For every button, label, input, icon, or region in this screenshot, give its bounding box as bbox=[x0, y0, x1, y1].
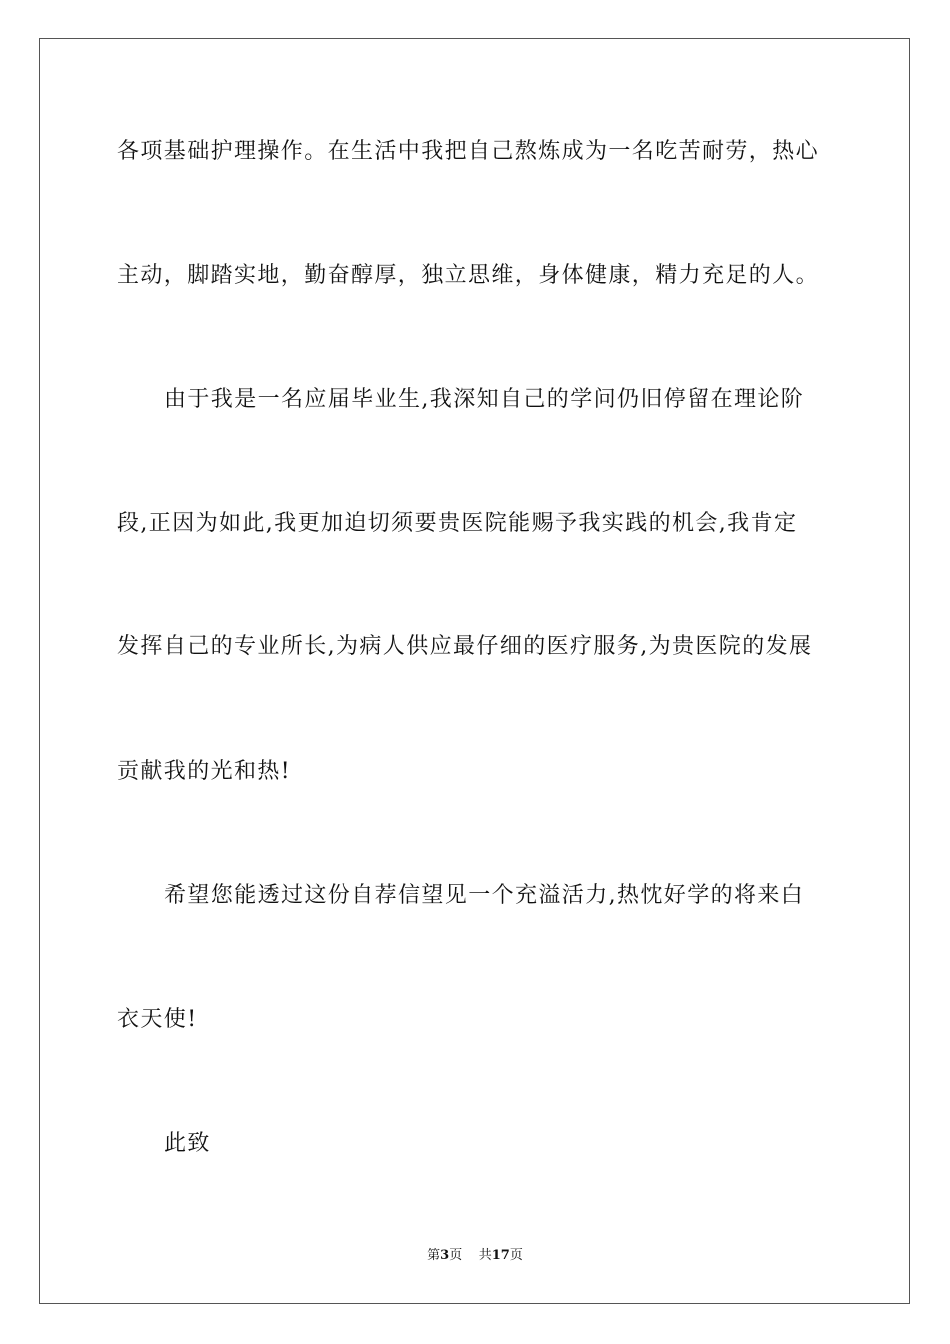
footer-page-prefix: 第 bbox=[427, 1248, 441, 1263]
footer-total-suffix: 页 bbox=[509, 1248, 523, 1263]
body-line-8: 衣天使! bbox=[117, 1007, 198, 1032]
body-line-3: 由于我是一名应届毕业生,我深知自己的学问仍旧停留在理论阶 bbox=[164, 387, 805, 412]
footer-page-suffix: 页 bbox=[449, 1248, 463, 1263]
footer-page-number: 3 bbox=[440, 1248, 450, 1263]
body-line-4: 段,正因为如此,我更加迫切须要贵医院能赐予我实践的机会,我肯定 bbox=[117, 511, 798, 536]
body-line-5: 发挥自己的专业所长,为病人供应最仔细的医疗服务,为贵医院的发展 bbox=[117, 634, 813, 659]
page-footer bbox=[0, 1247, 950, 1265]
page-border bbox=[39, 38, 910, 1304]
footer-total-prefix: 共 bbox=[478, 1248, 492, 1263]
body-line-6: 贡献我的光和热! bbox=[117, 759, 292, 784]
body-line-1: 各项基础护理操作。在生活中我把自己熬炼成为一名吃苦耐劳，热心 bbox=[117, 139, 820, 164]
closing-salutation: 此致 bbox=[164, 1131, 211, 1156]
body-line-7: 希望您能透过这份自荐信望见一个充溢活力,热忱好学的将来白 bbox=[164, 883, 805, 908]
body-line-2: 主动，脚踏实地，勤奋醇厚，独立思维，身体健康，精力充足的人。 bbox=[117, 263, 820, 288]
footer-total-pages: 17 bbox=[491, 1248, 510, 1263]
